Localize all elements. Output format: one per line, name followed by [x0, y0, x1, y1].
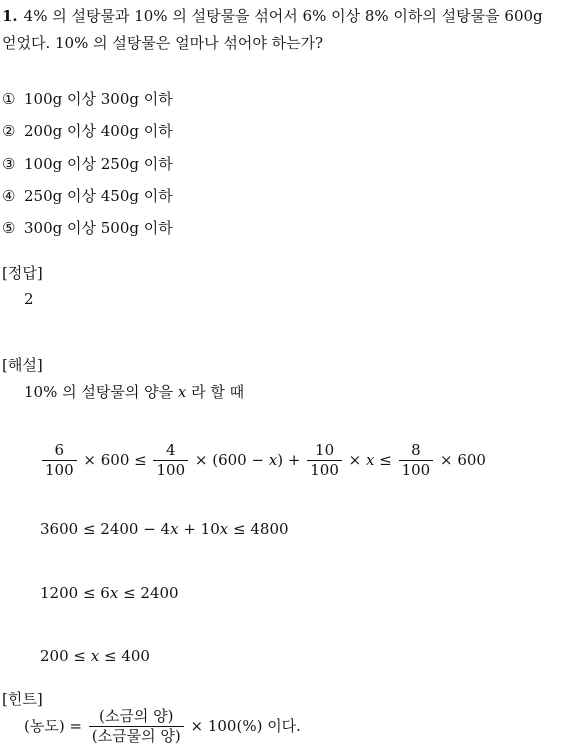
- choice-3[interactable]: [2, 153, 173, 174]
- fraction: $\frac{4}{100}$: [153, 442, 188, 480]
- choice-number: ④: [2, 187, 16, 205]
- question-text-1: 4% 의 설탕물과 10% 의 설탕물을 섞어서 6% 이상 8% 이하의 설탕물을 600g: [23, 7, 543, 25]
- fraction: $\frac{6}{100}$: [42, 442, 77, 480]
- choice-1[interactable]: [2, 88, 173, 109]
- choice-text: 100g 이상 300g 이하: [24, 90, 173, 108]
- choice-text: 300g 이상 500g 이하: [24, 219, 173, 237]
- fraction: $\frac{8}{100}$: [399, 442, 434, 480]
- choice-5[interactable]: [2, 217, 173, 238]
- equation-1: $\frac{6}{100}$ × 600 ≤ $\frac{4}{100}$ × (600 − x) + $\frac{10}{100}$ × x ≤ $\frac{8}{100}$ × 600: [40, 442, 486, 480]
- question-line-2: 얻었다. 10% 의 설탕물은 얼마나 섞어야 하는가?: [2, 34, 324, 52]
- answer-value: 2: [24, 290, 34, 308]
- hint-label: [힌트]: [2, 690, 43, 708]
- choice-text: 250g 이상 450g 이하: [24, 187, 173, 205]
- solution-intro: 10% 의 설탕물의 양을 x 라 할 때: [24, 383, 245, 401]
- equation-3: 1200 ≤ 6x ≤ 2400: [40, 584, 179, 602]
- equation-4: 200 ≤ x ≤ 400: [40, 647, 150, 665]
- solution-label: [해설]: [2, 356, 43, 374]
- question-number: 1.: [2, 7, 18, 25]
- choice-number: ②: [2, 122, 16, 140]
- choice-number: ①: [2, 90, 16, 108]
- choice-text: 100g 이상 250g 이하: [24, 155, 173, 173]
- equation-2: 3600 ≤ 2400 − 4x + 10x ≤ 4800: [40, 520, 289, 538]
- choice-2[interactable]: [2, 120, 173, 141]
- choice-number: ③: [2, 155, 16, 173]
- fraction: $\frac{10}{100}$: [307, 442, 342, 480]
- choice-text: 200g 이상 400g 이하: [24, 122, 173, 140]
- choice-number: ⑤: [2, 219, 16, 237]
- hint-formula: (농도) = $\frac{\text{(소금의 양)}}{\text{(소금물의 양)}}$ × 100(%) 이다.: [24, 707, 301, 746]
- choice-4[interactable]: [2, 185, 173, 206]
- question-line-1: [2, 5, 543, 26]
- fraction: $\frac{\text{(소금의 양)}}{\text{(소금물의 양)}}$: [89, 708, 184, 746]
- variable-x: x: [177, 383, 187, 401]
- answer-label: [정답]: [2, 264, 43, 282]
